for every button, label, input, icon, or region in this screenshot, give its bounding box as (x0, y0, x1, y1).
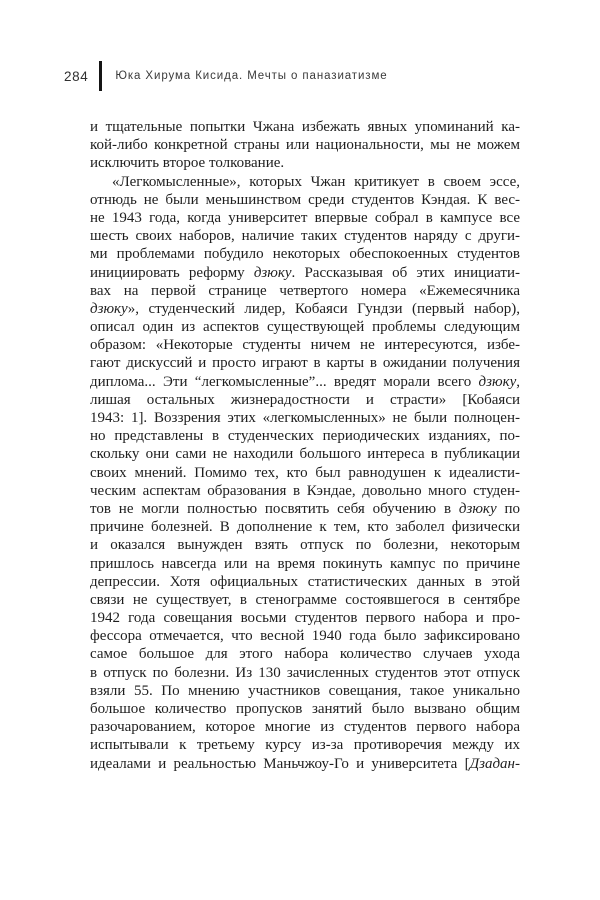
text-segment: », студенческий лидер, Кобаяси Гундзи (первый набор), (127, 300, 520, 317)
header-divider (99, 61, 102, 91)
text-segment: . Рассказывая об этих инициати- (291, 264, 520, 281)
text-line (90, 318, 520, 336)
text-line (90, 536, 520, 554)
italic-text-segment: дзюку (458, 500, 497, 517)
text-segment: причине болезней. В дополнение к тем, кто заболел физически (90, 519, 520, 536)
text-segment: идеалами и реальностью Маньчжоу-Го и университета [ (90, 755, 470, 772)
text-segment: и оказался вынужден взять отпуск по болезни, некоторым (90, 537, 520, 554)
text-line (90, 555, 520, 573)
text-line (90, 500, 520, 518)
text-segment: инициировать реформу (90, 264, 254, 281)
italic-text-segment: дзюку (478, 373, 517, 390)
italic-text-segment: дзюку (253, 264, 292, 281)
body-text (90, 118, 520, 773)
text-line (90, 118, 520, 136)
text-segment: испытывали к третьему курсу из-за противоречия между их (90, 737, 520, 754)
text-line (90, 664, 520, 682)
text-segment: не 1943 года, когда университет впервые собрал в кампусе все (90, 209, 520, 226)
text-segment: и тщательные попытки Чжана избежать явных упоминаний ка- (90, 119, 520, 135)
text-line (90, 736, 520, 754)
text-line (90, 336, 520, 354)
text-segment: ческим аспектам образования в Кэндае, довольно много студен- (90, 482, 520, 499)
text-segment: в отпуск по болезни. Из 130 зачисленных студентов этот отпуск (90, 664, 520, 681)
text-line (90, 354, 520, 372)
text-segment: диплома... Эти “легкомысленные”... вредят морали всего (90, 373, 479, 390)
text-line (90, 700, 520, 718)
text-line (90, 755, 520, 773)
text-segment: лишая остальных жизнерадостности и страсти» [Кобаяси (90, 391, 520, 408)
text-segment: отнюдь не были меньшинством среди студентов Кэндая. К вес- (90, 191, 520, 208)
text-segment: 1942 года совещания восьми студентов первого набора и про- (90, 610, 520, 627)
text-line (90, 682, 520, 700)
text-segment: описал один из аспектов существующей проблемы следующим (90, 319, 520, 336)
text-line (90, 264, 520, 282)
text-segment: самое большое для этого набора количество случаев ухода (90, 646, 520, 663)
text-segment: но представлены в студенческих периодических изданиях, по- (90, 428, 520, 445)
text-segment: разочарованием, которое многие из студентов первого набора (90, 719, 520, 736)
text-line (90, 209, 520, 227)
text-line (90, 591, 520, 609)
text-segment: своих мнений. Помимо тех, кто был равнодушен к идеалисти- (90, 464, 520, 481)
text-line (90, 154, 520, 172)
italic-text-segment: дзюку (90, 300, 128, 317)
text-segment: связи не существует, в стенограмме состоявшегося в сентябре (90, 591, 520, 608)
text-segment: 1943: 1]. Воззрения этих «легкомысленных» не были полноцен- (90, 410, 520, 426)
page-number: 284 (64, 68, 89, 84)
text-line (90, 627, 520, 645)
text-line (90, 136, 520, 154)
running-header (64, 61, 388, 91)
text-segment: вах на первой странице четвертого номера «Ежемесячника (90, 282, 520, 299)
text-line (90, 282, 520, 300)
text-segment: шесть своих наборов, наличие таких студентов наряду с други- (90, 228, 520, 245)
text-line (90, 482, 520, 500)
text-line (90, 718, 520, 736)
text-segment: депрессии. Хотя официальных статистических данных в этой (90, 573, 520, 590)
text-line (90, 373, 520, 391)
text-segment: тов не могли полностью посвятить себя обучению в (90, 500, 459, 517)
text-segment: взяли 55. По мнению участников совещания, такое уникально (90, 682, 520, 699)
text-line (90, 173, 520, 191)
text-segment: фессора отмечается, что весной 1940 года было зафиксировано (90, 628, 520, 645)
text-line (90, 427, 520, 445)
text-segment: скольку они сами не находили большого интереса в публикации (90, 446, 520, 463)
text-line (90, 464, 520, 482)
text-segment: большое количество пропусков занятий было вызвано общим (90, 701, 520, 717)
text-segment: «Легкомысленные», которых Чжан критикует в своем эссе, (112, 173, 520, 190)
text-line (90, 409, 520, 427)
running-title: Юка Хирума Кисида. Мечты о паназиатизме (115, 70, 388, 82)
text-segment: пришлось навсегда или на время покинуть кампус по причине (90, 555, 520, 572)
text-line (90, 645, 520, 663)
text-line (90, 445, 520, 463)
text-line (90, 191, 520, 209)
text-line (90, 300, 520, 318)
text-segment: исключить второе толкование. (90, 155, 285, 172)
italic-text-segment: Дзадан- (469, 755, 520, 772)
text-line (90, 609, 520, 627)
text-line (90, 245, 520, 263)
text-line (90, 391, 520, 409)
text-segment: ми проблемами побудило некоторых обеспокоенных студентов (90, 246, 520, 263)
text-segment: кой-либо конкретной страны или национальности, мы не можем (90, 137, 520, 154)
text-line (90, 227, 520, 245)
text-segment: по (496, 500, 520, 517)
text-segment: образом: «Некоторые студенты ничем не интересуются, избе- (90, 337, 520, 354)
text-segment: , (516, 373, 520, 390)
text-line (90, 573, 520, 591)
text-segment: гают дискуссий и просто играют в карты в ожидании получения (90, 355, 520, 372)
text-line (90, 518, 520, 536)
